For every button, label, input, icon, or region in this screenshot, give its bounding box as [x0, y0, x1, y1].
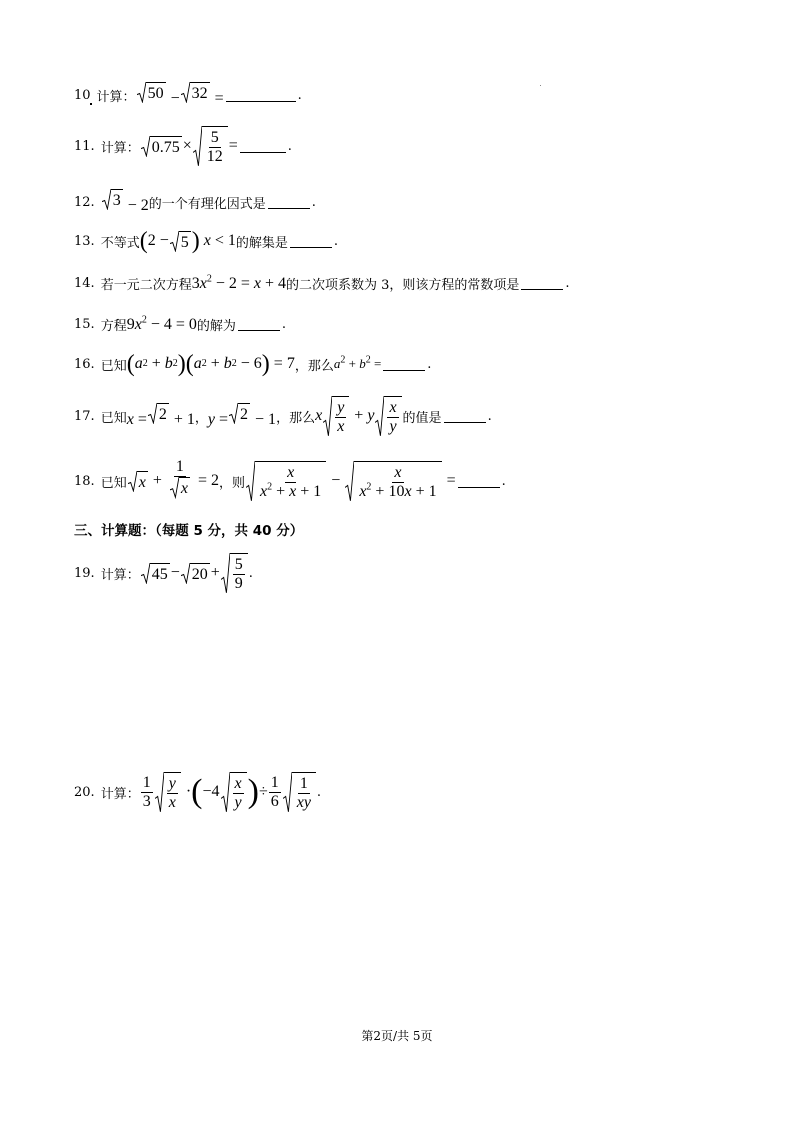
question-17: [74, 396, 492, 437]
question-20: [74, 772, 321, 813]
question-text: 的一个有理化因式是: [148, 196, 266, 212]
question-mid: ，那么: [276, 410, 316, 426]
question-prefix: 已知: [100, 358, 127, 374]
page-footer: 第2页/共 5页: [361, 1029, 433, 1043]
question-number: 10: [74, 87, 91, 103]
punctuation: .: [287, 138, 292, 154]
question-text: 的解集是: [235, 235, 288, 251]
question-number: 14.: [74, 276, 95, 291]
math-expression: ( a 2 + b 2 ) ( a 2 + b 2 − 6 ) = 7: [126, 351, 295, 377]
punctuation: .: [281, 317, 287, 332]
question-number: 16.: [74, 356, 95, 372]
question-number: 20.: [74, 784, 95, 800]
question-mid: ，那么: [294, 358, 334, 374]
punctuation: .: [316, 784, 322, 800]
question-text: 的二次项系数为 3，则该方程的常数项是: [286, 278, 520, 293]
math-expression: x $\frac{y}{x}$ + y $\frac{x}{y}$: [315, 396, 402, 437]
question-prefix: 已知: [100, 410, 127, 426]
math-expression: ( 2 − 5 ) x < 1: [139, 228, 236, 254]
punctuation: .: [427, 356, 432, 372]
math-expression: 0.75 × $\frac{5}{12}$ =: [140, 126, 238, 167]
math-expression: 45 − 20 + $\frac{5}{9}$: [140, 553, 249, 594]
answer-blank[interactable]: [226, 89, 296, 102]
math-expression: $\frac{x}{x^2 + x + 1}$ − $\frac{x}{x^2 + 10x + 1}$ =: [245, 461, 456, 502]
math-expression: 50 − 32 =: [136, 82, 224, 108]
math-expression: $9x^2 - 4 = 0$: [126, 314, 197, 333]
math-expression: y = 2 − 1: [208, 403, 276, 429]
question-prefix: 方程: [100, 319, 127, 334]
punctuation: .: [333, 233, 339, 249]
math-expression: x + $\frac{1}{x}$ = 2: [127, 458, 219, 504]
question-10: [74, 82, 302, 108]
stray-dot: [540, 85, 541, 86]
question-separator: ，: [194, 410, 208, 426]
punctuation: .: [297, 87, 302, 103]
question-prefix: 计算：: [96, 89, 136, 105]
question-number: 13.: [74, 233, 95, 249]
punctuation: .: [311, 194, 316, 210]
question-19: [74, 553, 253, 594]
question-prefix: 计算：: [100, 140, 140, 156]
question-mid: ，则: [218, 475, 245, 491]
question-15: [74, 315, 286, 334]
section-title: 三、计算题：（每题 5 分，共 40 分）: [74, 523, 304, 539]
question-text: 的解为: [196, 319, 236, 334]
question-prefix: 不等式: [100, 235, 140, 251]
answer-blank[interactable]: [290, 235, 332, 248]
math-expression: $a^2 + b^2$ =: [333, 354, 382, 371]
math-expression: x = 2 + 1: [127, 403, 195, 429]
punctuation: .: [487, 408, 492, 424]
question-number: 15.: [74, 317, 95, 332]
question-12: [74, 189, 316, 215]
answer-blank[interactable]: [521, 277, 563, 290]
answer-blank[interactable]: [268, 196, 310, 209]
answer-blank[interactable]: [444, 410, 486, 423]
answer-blank[interactable]: [240, 140, 286, 153]
question-number: 11.: [74, 138, 95, 154]
punctuation: .: [565, 276, 570, 291]
math-expression: $3x^2 - 2 = x + 4$: [191, 273, 286, 292]
question-number: 19.: [74, 565, 95, 581]
question-number: 12.: [74, 194, 95, 210]
answer-blank[interactable]: [458, 475, 500, 488]
math-expression: 3 − 2: [101, 189, 149, 215]
question-number: 18.: [74, 473, 95, 489]
question-18: [74, 458, 506, 504]
question-11: [74, 126, 292, 167]
question-prefix: 若一元二次方程: [100, 278, 192, 293]
question-number: 17.: [74, 408, 95, 424]
question-prefix: 计算：: [100, 786, 140, 802]
question-13: [74, 229, 338, 253]
punctuation: .: [248, 565, 253, 581]
answer-blank[interactable]: [238, 318, 280, 331]
question-prefix: 已知: [100, 475, 127, 491]
question-prefix: 计算：: [100, 567, 140, 583]
math-expression: $\frac{1}{3}$ $\frac{y}{x}$ · ( −4 $\frac{x}{y}$ ) ÷ $\frac{1}{6}$ $\frac{1}{xy}$: [140, 772, 317, 813]
answer-blank[interactable]: [383, 358, 425, 371]
question-text: 的值是: [402, 410, 442, 426]
question-16: [74, 352, 431, 376]
punctuation: .: [501, 473, 506, 489]
question-14: [74, 274, 570, 293]
